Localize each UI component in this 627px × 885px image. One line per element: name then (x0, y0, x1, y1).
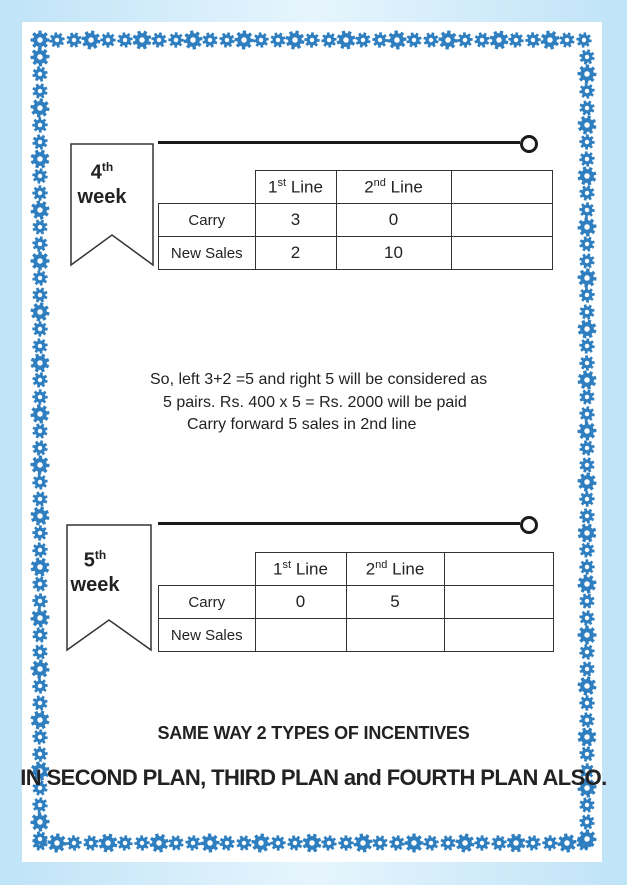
gear-icon (335, 832, 357, 854)
gear-icon (578, 48, 597, 67)
table-row (159, 204, 553, 237)
gear-icon (130, 28, 155, 53)
gear-icon (524, 834, 542, 852)
gear-icon (283, 28, 306, 51)
gear-icon (388, 834, 406, 852)
gear-icon (29, 182, 51, 204)
gear-icon (507, 31, 524, 48)
cell-newsales-line1 (255, 619, 346, 652)
cell-carry-line2: 5 (346, 586, 444, 619)
gear-icon (27, 44, 54, 71)
gear-icon (46, 29, 67, 50)
gear-icon (579, 134, 595, 150)
gear-icon (32, 593, 49, 610)
gear-icon (168, 32, 184, 48)
gear-icon (197, 830, 224, 857)
gear-icon (31, 439, 50, 458)
gear-icon (577, 64, 597, 84)
gear-icon (404, 30, 425, 51)
gear-icon (557, 30, 576, 49)
gear-icon (578, 626, 597, 645)
gear-icon (234, 30, 254, 50)
gear-icon (421, 30, 440, 49)
gear-icon (31, 31, 50, 50)
cell-newsales-line1: 2 (255, 237, 336, 270)
gear-icon (180, 27, 206, 53)
note-line-3: Carry forward 5 sales in 2nd line (187, 416, 417, 433)
gear-icon (100, 32, 116, 48)
gear-icon (577, 591, 597, 611)
gear-icon (488, 832, 509, 853)
gear-icon (267, 832, 289, 854)
gear-icon (30, 217, 50, 237)
week5-ribbon-end-icon (520, 516, 538, 534)
gear-icon (28, 504, 51, 527)
gear-icon (29, 471, 50, 492)
table-header-row (159, 171, 553, 204)
gear-icon (320, 834, 338, 852)
week4-suffix: th (101, 160, 114, 174)
gear-icon (218, 31, 237, 50)
gear-icon (300, 831, 324, 855)
table-row (159, 586, 554, 619)
cell-carry-line1: 3 (255, 204, 336, 237)
cell-empty (444, 586, 553, 619)
gear-icon (29, 97, 51, 119)
col-header-2nd-line: 2nd Line (346, 553, 444, 586)
gear-icon (537, 27, 563, 53)
gear-icon (577, 387, 596, 406)
gear-icon (31, 575, 50, 594)
gear-icon (575, 521, 599, 545)
gear-icon (576, 148, 597, 169)
gear-icon (27, 401, 53, 427)
gear-icon (576, 80, 597, 101)
cell-empty (444, 619, 553, 652)
gear-icon (166, 833, 185, 852)
gear-icon (250, 29, 271, 50)
week5-number: 5 (83, 549, 95, 572)
gear-icon (577, 234, 598, 255)
gear-icon (576, 675, 598, 697)
gear-icon (217, 833, 238, 854)
gear-icon (96, 831, 120, 855)
footer-subheading: IN SECOND PLAN, THIRD PLAN and FOURTH PLAN ALSO. (20, 765, 607, 790)
gear-icon (30, 693, 51, 714)
gear-icon (31, 252, 50, 271)
gear-icon (27, 554, 52, 579)
gear-icon (47, 833, 68, 854)
gear-icon (32, 321, 48, 337)
gear-icon (80, 29, 102, 51)
week5-label (55, 543, 135, 597)
col-header-empty (444, 553, 553, 586)
gear-icon (577, 302, 598, 323)
week4-ribbon-line (158, 141, 520, 144)
gear-icon (234, 833, 254, 853)
gear-icon (574, 418, 601, 445)
gear-icon (576, 471, 598, 493)
gear-icon (29, 114, 51, 136)
gear-icon (370, 833, 390, 853)
gear-icon (30, 81, 50, 101)
week5-word: week (70, 573, 120, 596)
gear-icon (200, 30, 220, 50)
gear-icon (454, 29, 476, 51)
gear-icon (577, 455, 597, 475)
gear-icon (574, 163, 599, 188)
gear-icon (27, 809, 54, 836)
table-row (159, 237, 553, 270)
gear-icon (522, 29, 544, 51)
gear-icon (577, 251, 596, 270)
gear-icon (29, 335, 50, 356)
gear-icon (30, 489, 50, 509)
gear-icon (576, 556, 598, 578)
week4-ribbon-end-icon (520, 135, 538, 153)
gear-icon (372, 32, 389, 49)
week4-number: 4 (90, 161, 102, 184)
gear-icon (575, 31, 592, 48)
week4-word: week (77, 185, 127, 208)
gear-icon (30, 64, 51, 85)
week5-suffix: th (94, 548, 107, 562)
note-line-2: 5 pairs. Rs. 400 x 5 = Rs. 2000 will be paid (163, 394, 467, 411)
gear-icon (81, 833, 102, 854)
gear-icon (454, 832, 476, 854)
gear-icon (30, 625, 51, 646)
gear-icon (578, 813, 597, 832)
gear-icon (578, 541, 596, 559)
gear-icon (474, 835, 490, 851)
cell-empty (451, 204, 552, 237)
row-label-new-sales: New Sales (159, 619, 256, 652)
week5-ribbon-line (158, 522, 520, 525)
row-label-carry: Carry (159, 586, 256, 619)
gear-icon (27, 605, 54, 632)
gear-icon (574, 367, 600, 393)
gear-icon (29, 267, 50, 288)
col-header-2nd-line: 2nd Line (336, 171, 451, 204)
gear-icon (284, 832, 305, 853)
gear-icon (146, 830, 172, 856)
gear-icon (577, 98, 597, 118)
table-header-row (159, 553, 554, 586)
gear-icon (31, 235, 49, 253)
gear-icon (28, 147, 52, 171)
gear-icon (438, 833, 458, 853)
gear-icon (504, 831, 529, 856)
row-label-carry: Carry (159, 204, 256, 237)
col-header-1st-line: 1st Line (255, 171, 336, 204)
gear-icon (30, 642, 49, 661)
gear-icon (63, 832, 85, 854)
gear-icon (578, 609, 596, 627)
gear-icon (32, 389, 48, 405)
gear-icon (575, 113, 598, 136)
gear-icon (268, 30, 288, 50)
gear-icon (420, 832, 441, 853)
gear-icon (116, 834, 133, 851)
gear-icon (575, 317, 599, 341)
gear-icon (542, 835, 558, 851)
gear-icon (438, 30, 459, 51)
footer-heading: SAME WAY 2 TYPES OF INCENTIVES (157, 723, 470, 743)
gear-icon (576, 284, 598, 306)
gear-icon (31, 167, 49, 185)
gear-icon (576, 641, 597, 662)
gear-icon (578, 745, 596, 763)
gear-icon (28, 351, 53, 376)
gear-icon (554, 830, 580, 856)
gear-icon (250, 832, 272, 854)
gear-icon (29, 131, 50, 152)
gear-icon (487, 28, 511, 52)
gear-icon (472, 30, 493, 51)
week4-label (62, 155, 142, 209)
gear-icon (150, 31, 168, 49)
gear-icon (31, 371, 49, 389)
gear-icon (318, 29, 339, 50)
gear-icon (574, 214, 601, 241)
gear-icon (29, 301, 51, 323)
gear-icon (29, 675, 51, 697)
gear-icon (31, 796, 48, 813)
gear-icon (30, 455, 50, 475)
gear-icon (350, 830, 376, 856)
gear-icon (578, 184, 597, 203)
gear-icon (184, 834, 201, 851)
row-label-new-sales: New Sales (159, 237, 256, 270)
cell-empty (451, 237, 552, 270)
cell-newsales-line2: 10 (336, 237, 451, 270)
gear-icon (576, 488, 598, 510)
gear-icon (579, 695, 595, 711)
gear-icon (578, 405, 595, 422)
gear-icon (574, 571, 600, 597)
cell-newsales-line2 (346, 619, 444, 652)
gear-icon (579, 202, 596, 219)
gear-icon (577, 438, 598, 459)
gear-icon (576, 352, 598, 374)
week4-table (158, 170, 553, 270)
gear-icon (114, 29, 135, 50)
gear-icon (384, 27, 411, 54)
gear-icon (30, 659, 51, 680)
cell-carry-line2: 0 (336, 204, 451, 237)
gear-icon (405, 834, 424, 853)
gear-icon (577, 659, 597, 679)
gear-icon (30, 285, 50, 305)
gear-icon (27, 197, 53, 223)
gear-icon (578, 337, 595, 354)
gear-icon (577, 268, 598, 289)
gear-icon (131, 832, 153, 854)
gear-icon (29, 743, 51, 765)
table-row (159, 619, 554, 652)
gear-icon (576, 505, 597, 526)
note-line-1: So, left 3+2 =5 and right 5 will be considered as (150, 371, 488, 388)
gear-icon (30, 421, 50, 441)
gear-icon (64, 30, 84, 50)
cell-carry-line1: 0 (255, 586, 346, 619)
gear-icon (304, 32, 320, 48)
col-header-empty (451, 171, 552, 204)
week5-table (158, 552, 554, 652)
gear-icon (29, 539, 50, 560)
gear-icon (577, 795, 597, 815)
gear-icon (32, 525, 48, 541)
gear-icon (333, 27, 358, 52)
col-header-1st-line: 1st Line (255, 553, 346, 586)
gear-icon (354, 31, 373, 50)
